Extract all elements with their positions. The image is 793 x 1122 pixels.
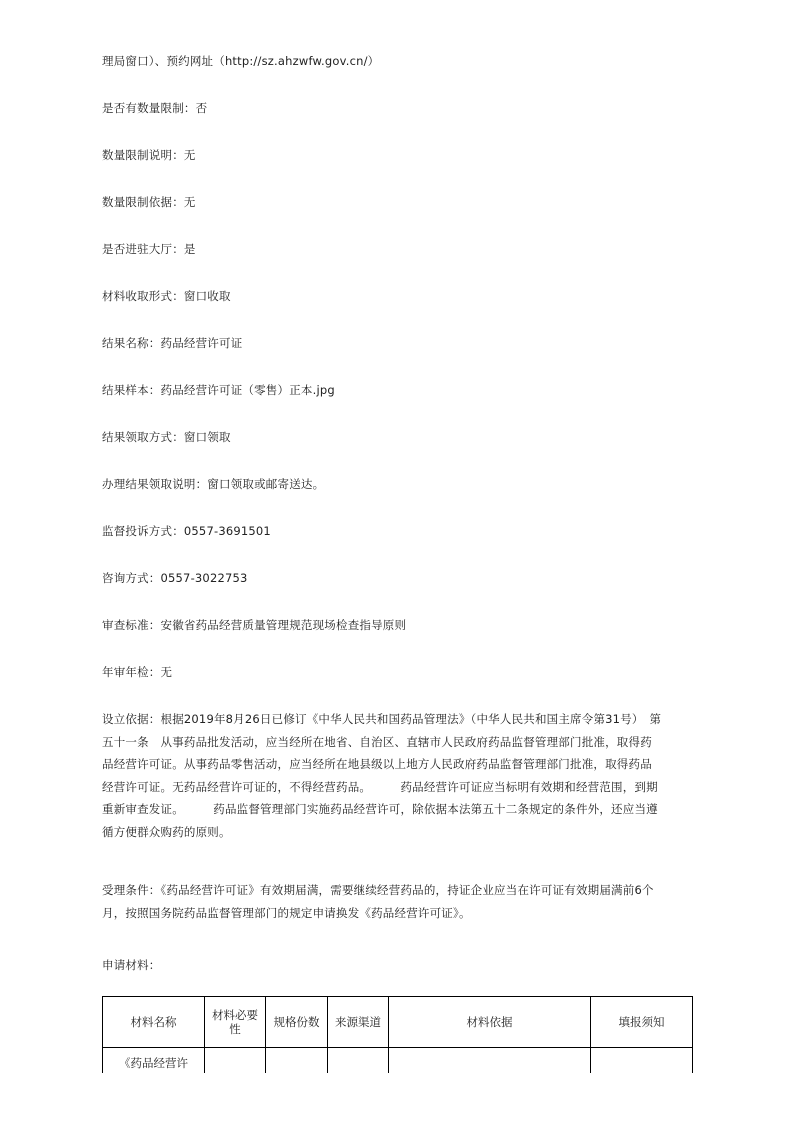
acceptance-condition-line: 受理条件：《药品经营许可证》有效期届满，需要继续经营药品的，持证企业应当在许可证有效期届满前6个 bbox=[102, 883, 654, 897]
legal-basis-paragraph bbox=[102, 708, 677, 843]
cell-material-name: 《药品经营许 bbox=[103, 1048, 205, 1097]
annual-review-line: 年审年检：无 bbox=[102, 665, 173, 679]
header-material-basis: 材料依据 bbox=[389, 997, 591, 1048]
header-source: 来源渠道 bbox=[328, 997, 389, 1048]
header-fill-notes: 填报须知 bbox=[591, 997, 693, 1048]
quantity-limit-basis-line: 数量限制依据：无 bbox=[102, 195, 196, 209]
material-collection-line: 材料收取形式：窗口收取 bbox=[102, 289, 231, 303]
legal-basis-line: 设立依据：根据2019年8月26日已修订《中华人民共和国药品管理法》（中华人民共和国主席令第31号） 第 bbox=[102, 712, 662, 726]
complaint-contact-line: 监督投诉方式：0557-3691501 bbox=[102, 524, 271, 538]
table-header-row bbox=[103, 997, 693, 1048]
acceptance-condition-paragraph bbox=[102, 879, 677, 924]
legal-basis-line: 五十一条 从事药品批发活动，应当经所在地省、自治区、直辖市人民政府药品监督管理部门批准，取得药 bbox=[102, 734, 652, 749]
quantity-limit-line: 是否有数量限制：否 bbox=[102, 101, 208, 115]
header-copies: 规格份数 bbox=[266, 997, 328, 1048]
legal-basis-line: 重新审查发证。 药品监督管理部门实施药品经营许可，除依据本法第五十二条规定的条件外，还应当遵 bbox=[102, 802, 658, 816]
legal-basis-line: 经营许可证。无药品经营许可证的，不得经营药品。 药品经营许可证应当标明有效期和经营范围，到期 bbox=[102, 779, 658, 794]
legal-basis-line: 品经营许可证。从事药品零售活动，应当经所在地县级以上地方人民政府药品监督管理部门批准，取得药品 bbox=[102, 757, 652, 771]
quantity-limit-desc-line: 数量限制说明：无 bbox=[102, 148, 196, 162]
acceptance-condition-line: 月，按照国务院药品监督管理部门的规定申请换发《药品经营许可证》。 bbox=[102, 905, 471, 920]
hall-entry-line: 是否进驻大厅：是 bbox=[102, 242, 196, 256]
result-sample-line: 结果样本：药品经营许可证（零售）正本.jpg bbox=[102, 383, 335, 397]
booking-url-line: 理局窗口）、预约网址（http://sz.ahzwfw.gov.cn/） bbox=[102, 54, 380, 68]
result-pickup-desc-line: 办理结果领取说明：窗口领取或邮寄送达。 bbox=[102, 477, 325, 491]
header-material-name: 材料名称 bbox=[103, 997, 205, 1048]
result-name-line: 结果名称：药品经营许可证 bbox=[102, 336, 243, 350]
header-material-necessity: 材料必要性 bbox=[205, 997, 266, 1048]
page-bottom-margin bbox=[0, 1073, 793, 1122]
materials-label: 申请材料： bbox=[102, 958, 161, 972]
review-standard-line: 审查标准：安徽省药品经营质量管理规范现场检查指导原则 bbox=[102, 618, 407, 632]
result-pickup-line: 结果领取方式：窗口领取 bbox=[102, 430, 231, 444]
consult-contact-line: 咨询方式：0557-3022753 bbox=[102, 571, 248, 585]
legal-basis-line: 循方便群众购药的原则。 bbox=[102, 824, 231, 839]
